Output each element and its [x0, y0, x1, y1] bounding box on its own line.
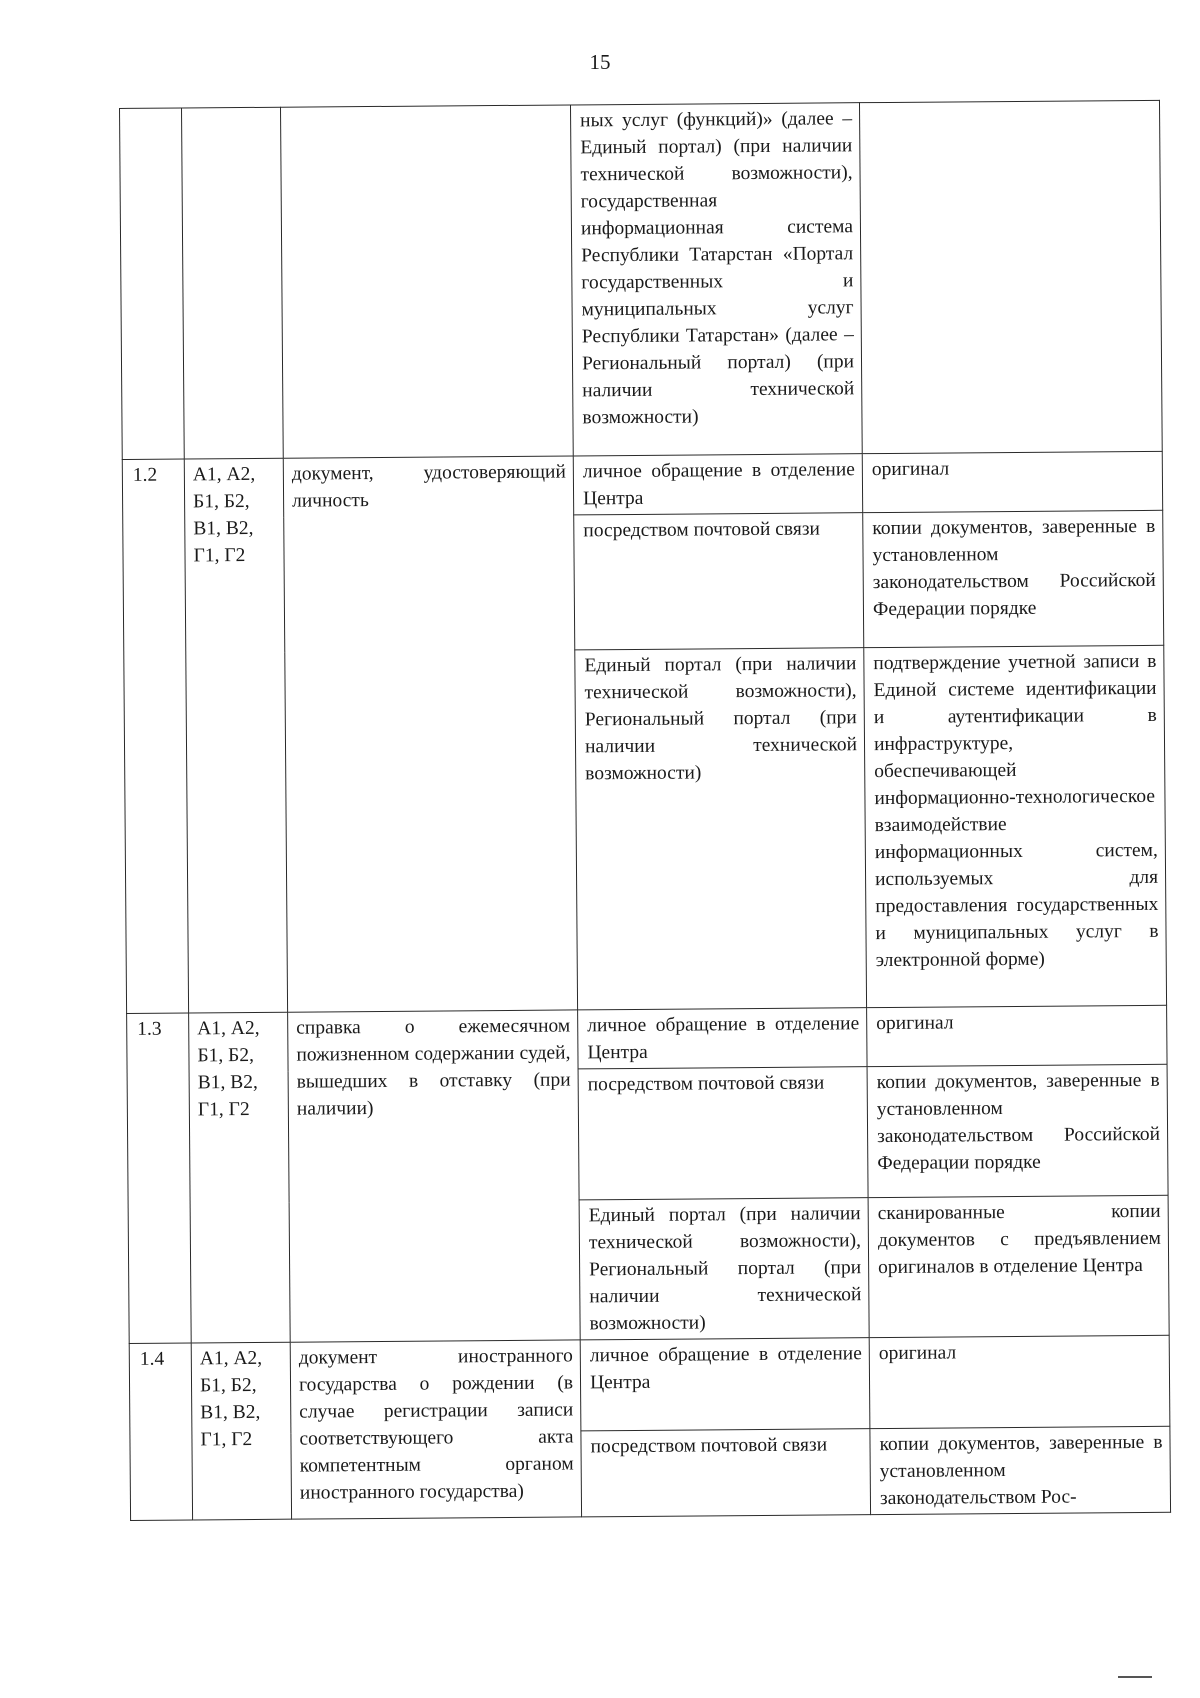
categories-cell	[182, 107, 284, 459]
table-row	[127, 1005, 1167, 1072]
row-number-cell	[120, 108, 185, 459]
document-cell: справка о ежемесячном пожизненном содержании судей, вышедших в отставку (при наличии)	[288, 1010, 581, 1342]
submission-method-cell: ных услуг (функций)» (далее – Единый портал) (при наличии технической возможности), государственная информационная система Республики Татарстан «Портал государственных и муниципальных услуг Республики Татарстан» (далее – Региональный портал) (при наличии технической возможности)	[570, 103, 862, 456]
submission-method-cell: личное обращение в отделение Центра	[573, 454, 862, 515]
categories-cell: А1, А2, Б1, Б2, В1, В2, Г1, Г2	[184, 458, 287, 1013]
submission-method-cell: Единый портал (при наличии технической возможности), Региональный портал (при наличии технической возможности)	[575, 648, 867, 1010]
document-form-cell: подтверждение учетной записи в Единой системе идентификации и аутентификации в инфраструктуре, обеспечивающей информационно-технологическое взаимодействие информационных систем, используемых для предоставления государственных и муниципальных услуг в электронной форме)	[864, 645, 1167, 1007]
table-row	[122, 451, 1162, 518]
submission-method-cell: личное обращение в отделение Центра	[580, 1338, 870, 1431]
document-cell: документ иностранного государства о рождении (в случае регистрации записи соответствующего акта компетентным органом иностранного государства)	[290, 1340, 581, 1519]
row-number-cell: 1.2	[122, 459, 188, 1013]
document-cell	[280, 105, 573, 458]
row-number-cell: 1.3	[127, 1013, 192, 1343]
row-number-cell: 1.4	[129, 1343, 192, 1520]
document-form-cell: копии документов, заверенные в установленном законодательством Рос-	[870, 1426, 1171, 1514]
document-page	[119, 100, 1170, 1521]
table-row	[129, 1335, 1170, 1434]
documents-table	[119, 100, 1171, 1521]
page-edge-mark	[1118, 1676, 1152, 1678]
document-form-cell: оригинал	[869, 1335, 1170, 1428]
submission-method-cell: посредством почтовой связи	[581, 1429, 871, 1517]
submission-method-cell: личное обращение в отделение Центра	[578, 1008, 867, 1069]
document-form-cell: копии документов, заверенные в установленном законодательством Российской Федерации порядке	[863, 510, 1164, 647]
document-form-cell: оригинал	[867, 1005, 1167, 1066]
document-form-cell: сканированные копии документов с предъявлением оригиналов в отделение Центра	[868, 1195, 1169, 1337]
page-number: 15	[589, 50, 611, 74]
submission-method-cell: посредством почтовой связи	[578, 1067, 868, 1200]
categories-cell: А1, А2, Б1, Б2, В1, В2, Г1, Г2	[191, 1342, 291, 1520]
document-cell: документ, удостоверяющий личность	[283, 456, 577, 1012]
document-form-cell: оригинал	[862, 451, 1162, 512]
document-form-cell: копии документов, заверенные в установленном законодательством Российской Федерации порядке	[867, 1064, 1168, 1197]
document-form-cell	[859, 100, 1162, 453]
submission-method-cell: посредством почтовой связи	[574, 513, 864, 650]
categories-cell: А1, А2, Б1, Б2, В1, В2, Г1, Г2	[189, 1012, 291, 1343]
submission-method-cell: Единый портал (при наличии технической возможности), Региональный портал (при наличии технической возможности)	[579, 1198, 869, 1340]
table-row-continuation	[120, 100, 1163, 459]
